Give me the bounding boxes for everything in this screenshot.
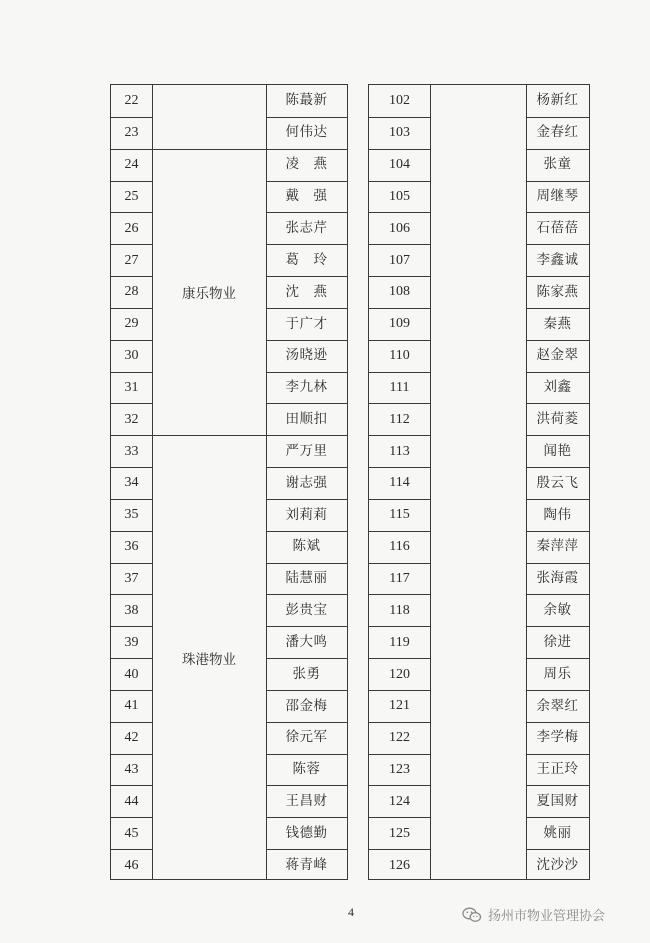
- table-row-name: [526, 658, 589, 690]
- row-number: 46: [124, 857, 139, 873]
- person-name: 沈沙沙: [536, 856, 579, 873]
- table-row-number: [369, 308, 430, 340]
- person-name: 殷云飞: [536, 474, 579, 491]
- table-row-name: [526, 308, 589, 340]
- table-row-name: [526, 690, 589, 722]
- left-table: [110, 84, 348, 880]
- table-row-number: [369, 117, 430, 149]
- row-number: 28: [124, 284, 139, 300]
- table-row-name: [266, 817, 347, 849]
- table-row-number: [111, 531, 152, 563]
- table-row-name: [266, 149, 347, 181]
- person-name: 于广才: [285, 315, 328, 332]
- table-row-number: [369, 817, 430, 849]
- person-name: 王昌财: [285, 793, 328, 810]
- row-number: 22: [124, 92, 139, 108]
- table-row-name: [526, 276, 589, 308]
- table-row-name: [526, 499, 589, 531]
- person-name: 赵金翠: [536, 347, 579, 364]
- row-number: 36: [124, 539, 139, 555]
- row-number: 105: [389, 188, 410, 204]
- wechat-icon: [462, 907, 482, 923]
- table-row-name: [266, 626, 347, 658]
- table-row-name: [266, 117, 347, 149]
- table-row-name: [266, 722, 347, 754]
- table-row-number: [369, 85, 430, 117]
- person-name: 陈蓉: [292, 761, 321, 778]
- watermark-text: 扬州市物业管理协会: [488, 909, 606, 924]
- person-name: 蒋青峰: [285, 856, 328, 873]
- table-row-number: [369, 340, 430, 372]
- row-number: 40: [124, 666, 139, 682]
- table-row-number: [369, 499, 430, 531]
- table-row-name: [266, 435, 347, 467]
- person-name: 刘莉莉: [285, 506, 328, 523]
- row-number: 32: [124, 411, 139, 427]
- row-number: 121: [389, 698, 410, 714]
- table-row-name: [526, 149, 589, 181]
- person-name: 陈家燕: [536, 283, 579, 300]
- table-row-number: [369, 372, 430, 404]
- row-number: 117: [389, 571, 410, 586]
- person-name: 陶伟: [543, 506, 572, 523]
- table-row-name: [266, 849, 347, 881]
- table-row-number: [369, 563, 430, 595]
- table-row-number: [111, 626, 152, 658]
- person-name: 李鑫诚: [536, 251, 579, 268]
- person-name: 张海霞: [536, 570, 579, 587]
- row-number: 116: [389, 539, 410, 555]
- person-name: 张志芹: [285, 220, 328, 237]
- person-name: 陈蕞新: [285, 92, 328, 109]
- row-number: 43: [124, 762, 139, 778]
- table-row-number: [111, 372, 152, 404]
- person-name: 姚丽: [543, 824, 572, 841]
- table-row-name: [526, 467, 589, 499]
- row-number: 34: [124, 475, 139, 491]
- row-number: 30: [124, 348, 139, 364]
- row-number: 122: [389, 730, 410, 746]
- table-row-name: [526, 817, 589, 849]
- table-row-name: [526, 435, 589, 467]
- table-row-name: [526, 594, 589, 626]
- row-number: 104: [389, 157, 410, 173]
- row-number: 109: [389, 316, 410, 332]
- table-row-number: [111, 785, 152, 817]
- person-name: 金春红: [536, 124, 579, 141]
- table-row-number: [111, 499, 152, 531]
- table-row-name: [266, 499, 347, 531]
- row-number: 103: [389, 125, 410, 141]
- person-name: 凌 燕: [285, 156, 328, 173]
- table-row-name: [266, 181, 347, 213]
- person-name: 陆慧丽: [285, 570, 328, 587]
- table-row-number: [111, 722, 152, 754]
- table-row-number: [111, 403, 152, 435]
- table-row-number: [111, 658, 152, 690]
- table-row-name: [266, 372, 347, 404]
- person-name: 洪荷菱: [536, 411, 579, 428]
- table-row-number: [369, 276, 430, 308]
- table-row-number: [369, 531, 430, 563]
- person-name: 戴 强: [285, 188, 328, 205]
- table-row-number: [111, 308, 152, 340]
- row-number: 108: [389, 284, 410, 300]
- column-divider: [430, 85, 431, 879]
- table-row-name: [266, 340, 347, 372]
- watermark: [462, 905, 605, 924]
- table-row-name: [266, 563, 347, 595]
- table-row-name: [266, 308, 347, 340]
- table-row-number: [111, 244, 152, 276]
- table-row-number: [111, 340, 152, 372]
- table-row-number: [111, 276, 152, 308]
- person-name: 王正玲: [536, 761, 579, 778]
- person-name: 葛 玲: [285, 251, 328, 268]
- table-row-name: [266, 85, 347, 117]
- table-row-name: [266, 658, 347, 690]
- table-row-name: [526, 754, 589, 786]
- table-row-name: [266, 276, 347, 308]
- row-number: 45: [124, 825, 139, 841]
- person-name: 徐元军: [285, 729, 328, 746]
- row-number: 102: [389, 92, 410, 108]
- row-number: 113: [389, 443, 410, 459]
- company-name: 康乐物业: [182, 285, 236, 302]
- table-row-name: [266, 244, 347, 276]
- row-number: 33: [124, 443, 139, 459]
- table-row-name: [526, 849, 589, 881]
- table-row-name: [526, 340, 589, 372]
- person-name: 谢志强: [285, 474, 328, 491]
- table-row-number: [111, 690, 152, 722]
- table-row-name: [526, 85, 589, 117]
- person-name: 周继琴: [536, 188, 579, 205]
- row-number: 112: [389, 411, 410, 427]
- table-row-name: [266, 785, 347, 817]
- table-row-number: [369, 435, 430, 467]
- person-name: 汤晓逊: [285, 347, 328, 364]
- person-name: 周乐: [543, 665, 572, 682]
- person-name: 秦燕: [543, 315, 572, 332]
- table-row-name: [526, 372, 589, 404]
- person-name: 刘鑫: [543, 379, 572, 396]
- row-number: 107: [389, 252, 410, 268]
- table-row-number: [111, 563, 152, 595]
- row-number: 24: [124, 157, 139, 173]
- person-name: 陈斌: [292, 538, 321, 555]
- person-name: 李学梅: [536, 729, 579, 746]
- table-row-name: [526, 563, 589, 595]
- person-name: 邵金梅: [285, 697, 328, 714]
- row-number: 106: [389, 220, 410, 236]
- row-number: 38: [124, 602, 139, 618]
- person-name: 彭贵宝: [285, 602, 328, 619]
- row-number: 119: [389, 634, 410, 650]
- table-row-name: [266, 690, 347, 722]
- row-number: 125: [389, 825, 410, 841]
- table-row-name: [526, 722, 589, 754]
- person-name: 何伟达: [285, 124, 328, 141]
- person-name: 张勇: [292, 665, 321, 682]
- row-number: 44: [124, 793, 139, 809]
- table-row-number: [111, 849, 152, 881]
- row-number: 25: [124, 188, 139, 204]
- table-row-name: [266, 754, 347, 786]
- row-number: 37: [124, 571, 139, 586]
- row-number: 118: [389, 602, 410, 618]
- row-number: 29: [124, 316, 139, 332]
- row-number: 126: [389, 857, 410, 873]
- table-row-name: [526, 181, 589, 213]
- row-number: 42: [124, 730, 139, 746]
- person-name: 徐进: [543, 633, 572, 650]
- row-number: 39: [124, 634, 139, 650]
- row-number: 110: [389, 348, 410, 364]
- person-name: 夏国财: [536, 793, 579, 810]
- table-row-name: [266, 594, 347, 626]
- table-row-name: [266, 212, 347, 244]
- page-number: 4: [348, 905, 354, 919]
- table-row-name: [526, 403, 589, 435]
- table-row-number: [111, 149, 152, 181]
- table-row-number: [369, 754, 430, 786]
- table-row-number: [369, 594, 430, 626]
- table-row-number: [369, 403, 430, 435]
- table-row-number: [369, 722, 430, 754]
- row-number: 115: [389, 507, 410, 523]
- table-row-number: [111, 85, 152, 117]
- row-number: 27: [124, 252, 139, 268]
- table-row-name: [266, 531, 347, 563]
- table-row-name: [526, 212, 589, 244]
- person-name: 闻艳: [543, 442, 572, 459]
- table-row-number: [111, 754, 152, 786]
- row-number: 31: [124, 379, 139, 395]
- table-row-number: [111, 212, 152, 244]
- company-name: [152, 85, 266, 149]
- row-number: 114: [389, 475, 410, 491]
- table-row-number: [369, 690, 430, 722]
- table-row-number: [369, 658, 430, 690]
- person-name: 杨新红: [536, 92, 579, 109]
- table-row-name: [526, 244, 589, 276]
- table-row-name: [266, 403, 347, 435]
- row-number: 35: [124, 507, 139, 523]
- table-row-number: [111, 435, 152, 467]
- row-number: 23: [124, 125, 139, 141]
- person-name: 余敏: [543, 602, 572, 619]
- table-row-name: [266, 467, 347, 499]
- table-row-number: [111, 117, 152, 149]
- table-row-number: [369, 626, 430, 658]
- table-row-number: [369, 785, 430, 817]
- right-table: [368, 84, 590, 880]
- table-row-name: [526, 626, 589, 658]
- table-row-name: [526, 785, 589, 817]
- row-number: 120: [389, 666, 410, 682]
- row-number: 41: [124, 698, 139, 714]
- row-number: 124: [389, 793, 410, 809]
- person-name: 石蓓蓓: [536, 220, 579, 237]
- person-name: 潘大鸣: [285, 633, 328, 650]
- person-name: 李九林: [285, 379, 328, 396]
- table-row-number: [111, 594, 152, 626]
- table-row-number: [369, 181, 430, 213]
- person-name: 沈 燕: [285, 283, 328, 300]
- person-name: 秦萍萍: [536, 538, 579, 555]
- table-row-number: [369, 849, 430, 881]
- table-row-number: [111, 817, 152, 849]
- table-row-number: [111, 181, 152, 213]
- person-name: 严万里: [285, 442, 328, 459]
- table-row-number: [369, 149, 430, 181]
- row-number: 111: [389, 379, 410, 395]
- row-number: 123: [389, 762, 410, 778]
- person-name: 田顺扣: [285, 411, 328, 428]
- table-row-number: [369, 212, 430, 244]
- row-number: 26: [124, 220, 139, 236]
- table-row-name: [526, 117, 589, 149]
- table-row-name: [526, 531, 589, 563]
- table-row-number: [111, 467, 152, 499]
- person-name: 张童: [543, 156, 572, 173]
- table-row-number: [369, 244, 430, 276]
- person-name: 钱德勤: [285, 824, 328, 841]
- company-name: 珠港物业: [182, 652, 236, 669]
- table-row-number: [369, 467, 430, 499]
- person-name: 余翠红: [536, 697, 579, 714]
